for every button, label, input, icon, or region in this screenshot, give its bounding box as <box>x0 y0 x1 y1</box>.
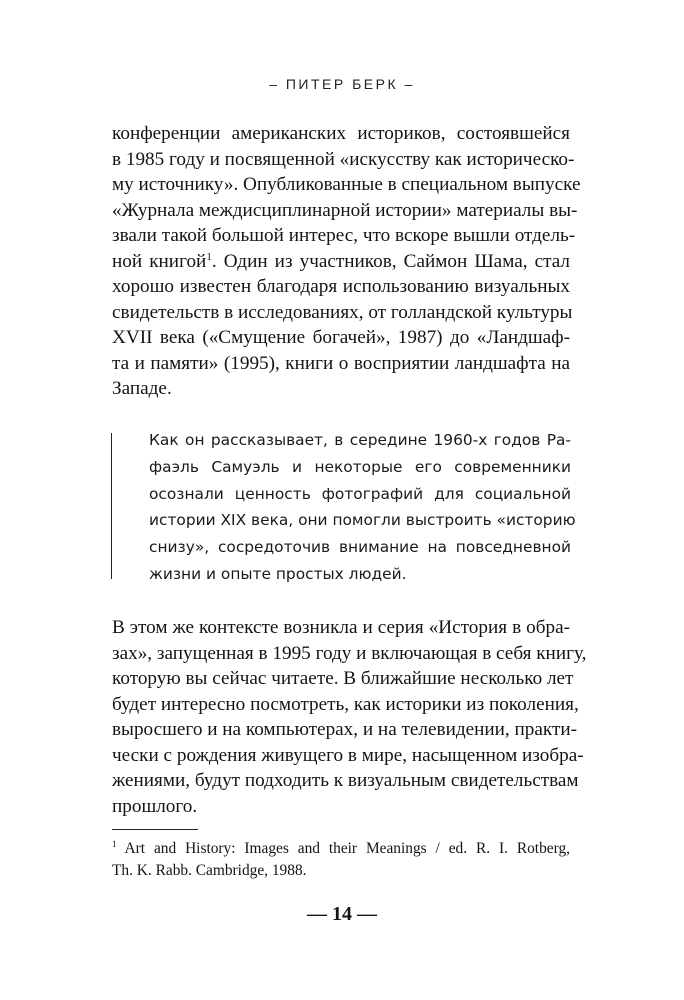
text-line: та и памяти» (1995), книги о восприятии ландшафта на <box>112 352 570 374</box>
text-line: в 1985 году и посвященной «искусству как историческо- <box>112 148 575 170</box>
footnote-line: Th. K. Rabb. Cambridge, 1988. <box>112 862 307 879</box>
body-paragraph-1 <box>112 121 581 402</box>
text-line: «Журнала междисциплинарной истории» материалы вы- <box>112 199 578 221</box>
footnote <box>112 838 570 882</box>
footnote-number: 1 <box>112 839 117 849</box>
text-fragment: . Один из участников, Саймон Шама, стал <box>211 250 570 272</box>
text-line: прошлого. <box>112 795 198 817</box>
quote-line: жизни и опыте простых людей. <box>149 564 407 583</box>
body-paragraph-2 <box>112 615 587 819</box>
text-line: жениями, будут подходить к визуальным свидетельствам <box>112 770 579 791</box>
text-line: XVII века («Смущение богачей», 1987) до «Ландшаф- <box>112 327 570 348</box>
text-line: В этом же контексте возникла и серия «История в обра- <box>112 617 570 638</box>
text-line: которую вы сейчас читаете. В ближайшие несколько лет <box>112 668 574 689</box>
text-line: хорошо известен благодаря использованию визуальных <box>112 276 570 297</box>
text-line: будет интересно посмотреть, как историки из поколения, <box>112 693 579 715</box>
text-line: конференции американских историков, состоявшейся <box>112 123 570 144</box>
text-line: чески с рождения живущего в мире, насыщенном изобра- <box>112 744 584 766</box>
text-line: свидетельств в исследованиях, от голландской культуры <box>112 301 573 323</box>
page-number: — 14 — <box>307 903 377 925</box>
text-fragment: ной книгой <box>112 250 207 272</box>
quote-line: снизу», сосредоточив внимание на повседневной <box>149 538 571 557</box>
footnote-line <box>112 838 570 860</box>
footnote-divider <box>112 829 198 830</box>
running-head: – ПИТЕР БЕРК – <box>269 76 415 92</box>
quote-text <box>149 427 576 588</box>
quote-line: Как он рассказывает, в середине 1960-х годов Ра- <box>149 431 571 449</box>
quote-line: истории XIX века, они помогли выстроить «историю <box>149 511 576 530</box>
text-line: му источнику». Опубликованные в специальном выпуске <box>112 174 581 195</box>
text-line: выросшего и на компьютерах, и на телевидении, практи- <box>112 719 578 740</box>
text-line: Западе. <box>112 378 172 399</box>
text-line: звали такой большой интерес, что вскоре вышли отдель- <box>112 225 576 246</box>
footnote-marker[interactable]: 1 <box>206 250 212 263</box>
block-quote <box>111 431 576 583</box>
text-line: зах», запущенная в 1995 году и включающая в себя книгу, <box>112 642 587 664</box>
quote-line: фаэль Самуэль и некоторые его современники <box>149 457 571 476</box>
quote-line: осознали ценность фотографий для социальной <box>149 484 571 503</box>
text-line-with-footnote <box>112 249 570 275</box>
footnote-text: Art and History: Images and their Meanings / ed. R. I. Rotberg, <box>124 840 570 857</box>
